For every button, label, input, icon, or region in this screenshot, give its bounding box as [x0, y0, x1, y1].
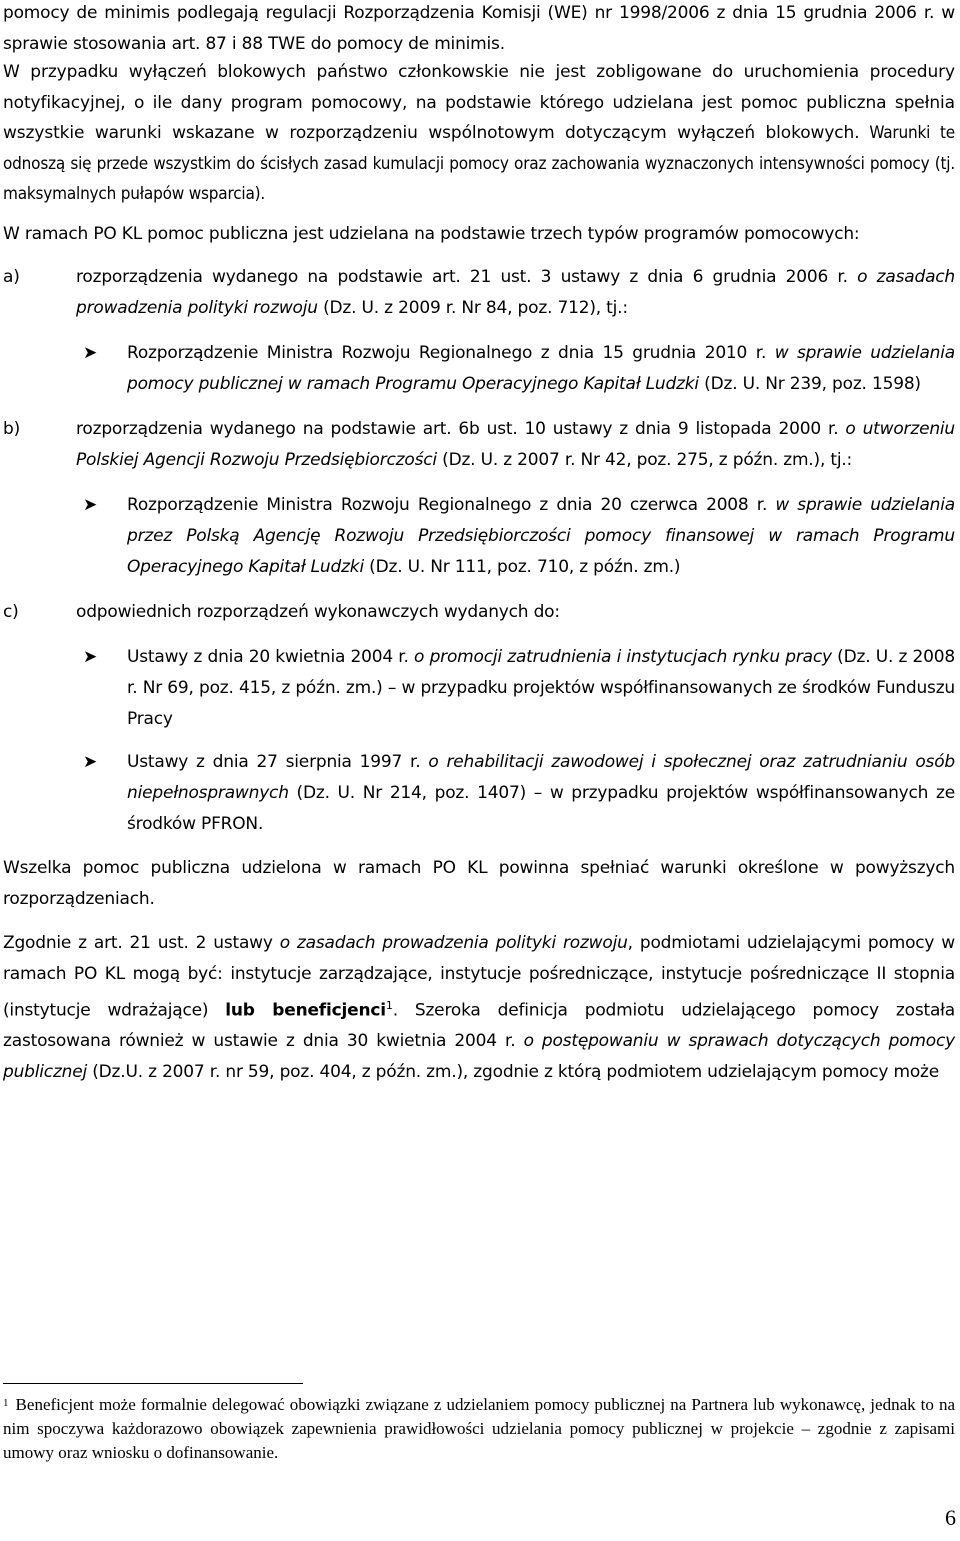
bullet-item: ➤ Rozporządzenie Ministra Rozwoju Regionalnego z dnia 20 czerwca 2008 r. w sprawie udzielania przez Polską Agencję Rozwoju Przedsiębiorczości pomocy finansowej w ramach Programu Operacyjnego Kapitał Ludzki (Dz. U. Nr 111, poz. 710, z późn. zm.)	[3, 490, 955, 583]
bullet-item: ➤ Rozporządzenie Ministra Rozwoju Regionalnego z dnia 15 grudnia 2010 r. w sprawie udzielania pomocy publicznej w ramach Programu Operacyjnego Kapitał Ludzki (Dz. U. Nr 239, poz. 1598)	[3, 338, 955, 400]
footnote-ref: 1	[385, 998, 393, 1012]
art21-paragraph: Zgodnie z art. 21 ust. 2 ustawy o zasadach prowadzenia polityki rozwoju, podmiotami udzielającymi pomocy w ramach PO KL mogą być: instytucje zarządzające, instytucje pośredniczące, instytucje pośredniczące II stopnia (instytucje wdrażające) lub beneficjenci$^1$. Szeroka definicja podmiotu udzielającego pomocy została zastosowana również w ustawie z dnia 30 kwietnia 2004 r. o postępowaniu w sprawach dotyczących pomocy publicznej (Dz.U. z 2007 r. nr 59, poz. 404, z późn. zm.), zgodnie z którą podmiotem udzielającym pomocy może	[3, 932, 956, 1083]
intro-paragraph-1: pomocy de minimis podlegają regulacji Rozporządzenia Komisji (WE) nr 1998/2006 z dnia 15 grudnia 2006 r. w sprawie stosowania art. 87 i 88 TWE do pomocy de minimis.	[3, 3, 955, 54]
footnote-text: Beneficjent może formalnie delegować obowiązki związane z udzielaniem pomocy publicznej na Partnera lub wykonawcę, jednak to na nim spoczywa każdorazowo obowiązek zapewnienia prawidłowości udzielania pomocy publicznej w projekcie – zgodnie z zapisami umowy oraz wniosku o dofinansowanie.	[3, 1395, 955, 1462]
bullet-item: ➤ Ustawy z dnia 27 sierpnia 1997 r. o rehabilitacji zawodowej i społecznej oraz zatrudnianiu osób niepełnosprawnych (Dz. U. Nr 214, poz. 1407) – w przypadku projektów współfinansowanych ze środków PFRON.	[3, 747, 955, 840]
closing-paragraph: Wszelka pomoc publiczna udzielona w ramach PO KL powinna spełniać warunki określone w powyższych rozporządzeniach.	[3, 857, 955, 909]
arrow-bullet-icon: ➤	[83, 646, 98, 667]
bullet-item: ➤ Ustawy z dnia 20 kwietnia 2004 r. o promocji zatrudnienia i instytucjach rynku pracy (Dz. U. z 2008 r. Nr 69, poz. 415, z późn. zm.) – w przypadku projektów współfinansowanych ze środków Funduszu Pracy	[3, 642, 955, 735]
intro-paragraph-2	[3, 57, 955, 210]
list-item-c: c) odpowiednich rozporządzeń wykonawczych wydanych do:	[3, 597, 955, 628]
list-label: b)	[3, 418, 21, 439]
section-lead: W ramach PO KL pomoc publiczna jest udzielana na podstawie trzech typów programów pomocowych:	[3, 223, 860, 244]
arrow-bullet-icon: ➤	[83, 751, 98, 772]
page-number: 6	[945, 1505, 956, 1530]
list-label: a)	[3, 266, 20, 287]
intro-p2b: Warunki te odnoszą się przede wszystkim do ścisłych zasad kumulacji pomocy oraz zachowania wyznaczonych intensywności pomocy (tj. maksymalnych pułapów wsparcia).	[3, 123, 956, 204]
footnote-divider	[3, 1383, 303, 1384]
intro-p2a: W przypadku wyłączeń blokowych państwo członkowskie nie jest zobligowane do uruchomienia procedury notyfikacyjnej, o ile dany program pomocowy, na podstawie którego udzielana jest pomoc publiczna spełnia wszystkie warunki wskazane w rozporządzeniu wspólnotowym dotyczącym wyłączeń blokowych.	[3, 62, 955, 143]
footnote-number: 1	[3, 1397, 9, 1409]
list-item-b: b) rozporządzenia wydanego na podstawie art. 6b ust. 10 ustawy z dnia 9 listopada 2000 r. o utworzeniu Polskiej Agencji Rozwoju Przedsiębiorczości (Dz. U. z 2007 r. Nr 42, poz. 275, z późn. zm.), tj.:	[3, 414, 955, 476]
footnote	[3, 1393, 955, 1465]
arrow-bullet-icon: ➤	[83, 342, 98, 363]
list-label: c)	[3, 601, 19, 622]
arrow-bullet-icon: ➤	[83, 494, 98, 515]
list-item-a: a) rozporządzenia wydanego na podstawie art. 21 ust. 3 ustawy z dnia 6 grudnia 2006 r. o zasadach prowadzenia polityki rozwoju (Dz. U. z 2009 r. Nr 84, poz. 712), tj.:	[3, 262, 955, 324]
main-text	[3, 0, 955, 1088]
